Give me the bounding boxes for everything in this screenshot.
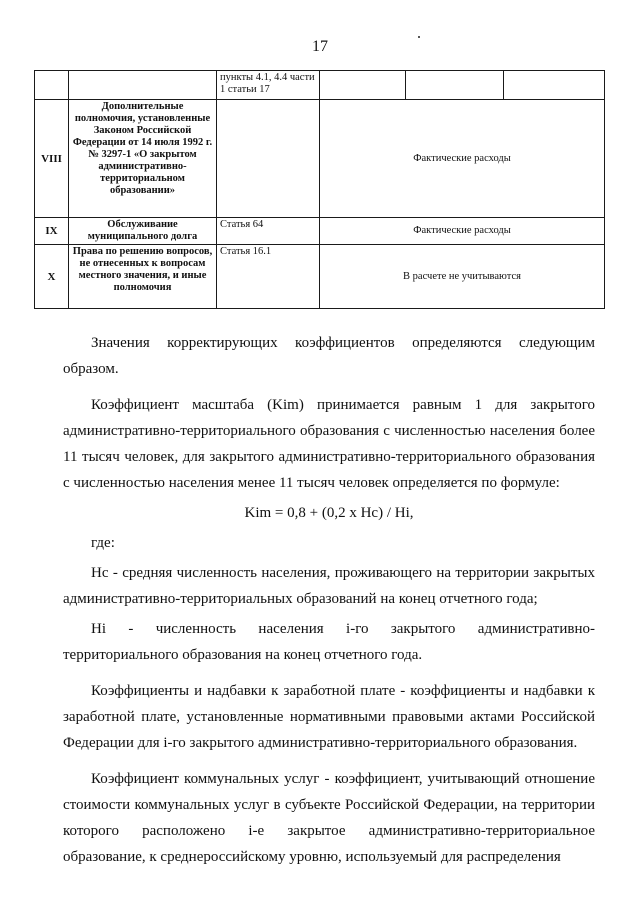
- paragraph: Коэффициент масштаба (Kim) принимается равным 1 для закрытого административно-территориального образования с численностью населения более 11 тысяч человек, для закрытого административно-территориального образования с численностью населения менее 11 тысяч человек определяется по формуле:: [63, 397, 595, 491]
- table-row: [35, 245, 605, 309]
- row-reference: [217, 100, 320, 218]
- formula: Kim = 0,8 + (0,2 x Hc) / Hi,: [244, 505, 414, 521]
- paragraph: Hi - численность населения i-го закрытого административно-территориального образования на конец отчетного года.: [63, 621, 595, 663]
- scan-speck: [418, 36, 420, 38]
- paragraph: Коэффициенты и надбавки к заработной плате - коэффициенты и надбавки к заработной плате, установленные нормативными правовыми актами Российской Федерации для i-го закрытого административно-территориального образования.: [63, 683, 595, 751]
- row-number: VIII: [35, 100, 69, 218]
- expenses-table: [34, 70, 605, 309]
- row-name: Дополнительные полномочия, установленные Законом Российской Федерации от 14 июля 1992 г. № 3297-1 «О закрытом административно-территориальном образовании»: [69, 100, 217, 218]
- row-reference: пункты 4.1, 4.4 части 1 статьи 17: [217, 71, 320, 100]
- page-number: 17: [312, 38, 328, 55]
- row-reference: Статья 64: [217, 218, 320, 245]
- row-number: X: [35, 245, 69, 309]
- paragraph: Hc - средняя численность населения, проживающего на территории закрытых административно-территориальных образований на конец отчетного года;: [63, 565, 595, 607]
- row-name: Обслуживание муниципального долга: [69, 218, 217, 245]
- table-row: [35, 100, 605, 218]
- row-result: В расчете не учитываются: [320, 245, 605, 309]
- row-name: Права по решению вопросов, не отнесенных к вопросам местного значения, и иные полномочия: [69, 245, 217, 309]
- row-cell: [504, 71, 605, 100]
- body-text: [63, 330, 595, 880]
- row-name: [69, 71, 217, 100]
- row-number: IX: [35, 218, 69, 245]
- table-row: [35, 71, 605, 100]
- table-row: [35, 218, 605, 245]
- row-result: Фактические расходы: [320, 100, 605, 218]
- row-result: Фактические расходы: [320, 218, 605, 245]
- row-number: [35, 71, 69, 100]
- paragraph: где:: [91, 535, 115, 551]
- paragraph: Значения корректирующих коэффициентов определяются следующим образом.: [63, 335, 595, 377]
- row-reference: Статья 16.1: [217, 245, 320, 309]
- row-cell: [320, 71, 406, 100]
- row-cell: [406, 71, 504, 100]
- paragraph: Коэффициент коммунальных услуг - коэффициент, учитывающий отношение стоимости коммунальных услуг в субъекте Российской Федерации, на территории которого расположено i-е закрытое административно-территориальное образование, к среднероссийскому уровню, используемый для распределения: [63, 771, 595, 865]
